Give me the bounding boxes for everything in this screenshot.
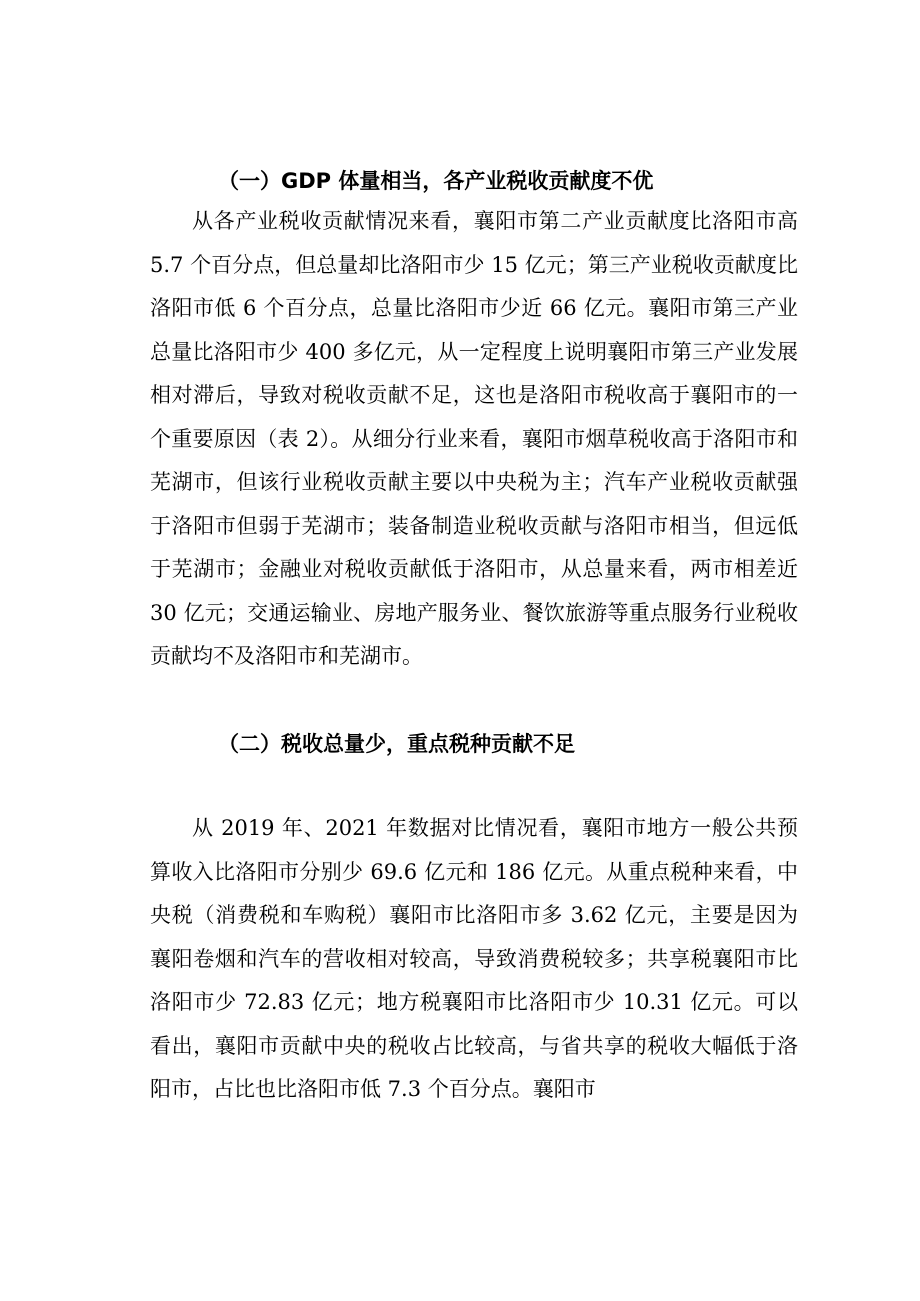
section-paragraph-tax-types: 从 2019 年、2021 年数据对比情况看，襄阳市地方一般公共预算收入比洛阳市分别少 69.6 亿元和 186 亿元。从重点税种来看，中央税（消费税和车购税）襄阳市比洛阳市多 3.62 亿元，主要是因为襄阳卷烟和汽车的营收相对较高，导致消费税较多；共享税襄阳市比洛阳市少 72.83 亿元；地方税襄阳市比洛阳市少 10.31 亿元。可以看出，襄阳市贡献中央的税收占比较高，与省共享的税收大幅低于洛阳市，占比也比洛阳市低 7.3 个百分点。襄阳市 bbox=[150, 816, 798, 1101]
section-paragraph-industry-tax: 从各产业税收贡献情况来看，襄阳市第二产业贡献度比洛阳市高 5.7 个百分点，但总量却比洛阳市少 15 亿元；第三产业税收贡献度比洛阳市低 6 个百分点，总量比洛阳市少近 66 亿元。襄阳市第三产业总量比洛阳市少 400 多亿元，从一定程度上说明襄阳市第三产业发展相对滞后，导致对税收贡献不足，这也是洛阳市税收高于襄阳市的一个重要原因（表 2）。从细分行业来看，襄阳市烟草税收高于洛阳市和芜湖市，但该行业税收贡献主要以中央税为主；汽车产业税收贡献强于洛阳市但弱于芜湖市；装备制造业税收贡献与洛阳市相当，但远低于芜湖市；金融业对税收贡献低于洛阳市，从总量来看，两市相差近 30 亿元；交通运输业、房地产服务业、餐饮旅游等重点服务行业税收贡献均不及洛阳市和芜湖市。 bbox=[150, 209, 798, 668]
section-heading-tax-total: （二）税收总量少，重点税种贡献不足 bbox=[218, 732, 575, 756]
section-heading-gdp: （一）GDP 体量相当，各产业税收贡献度不优 bbox=[218, 169, 654, 193]
